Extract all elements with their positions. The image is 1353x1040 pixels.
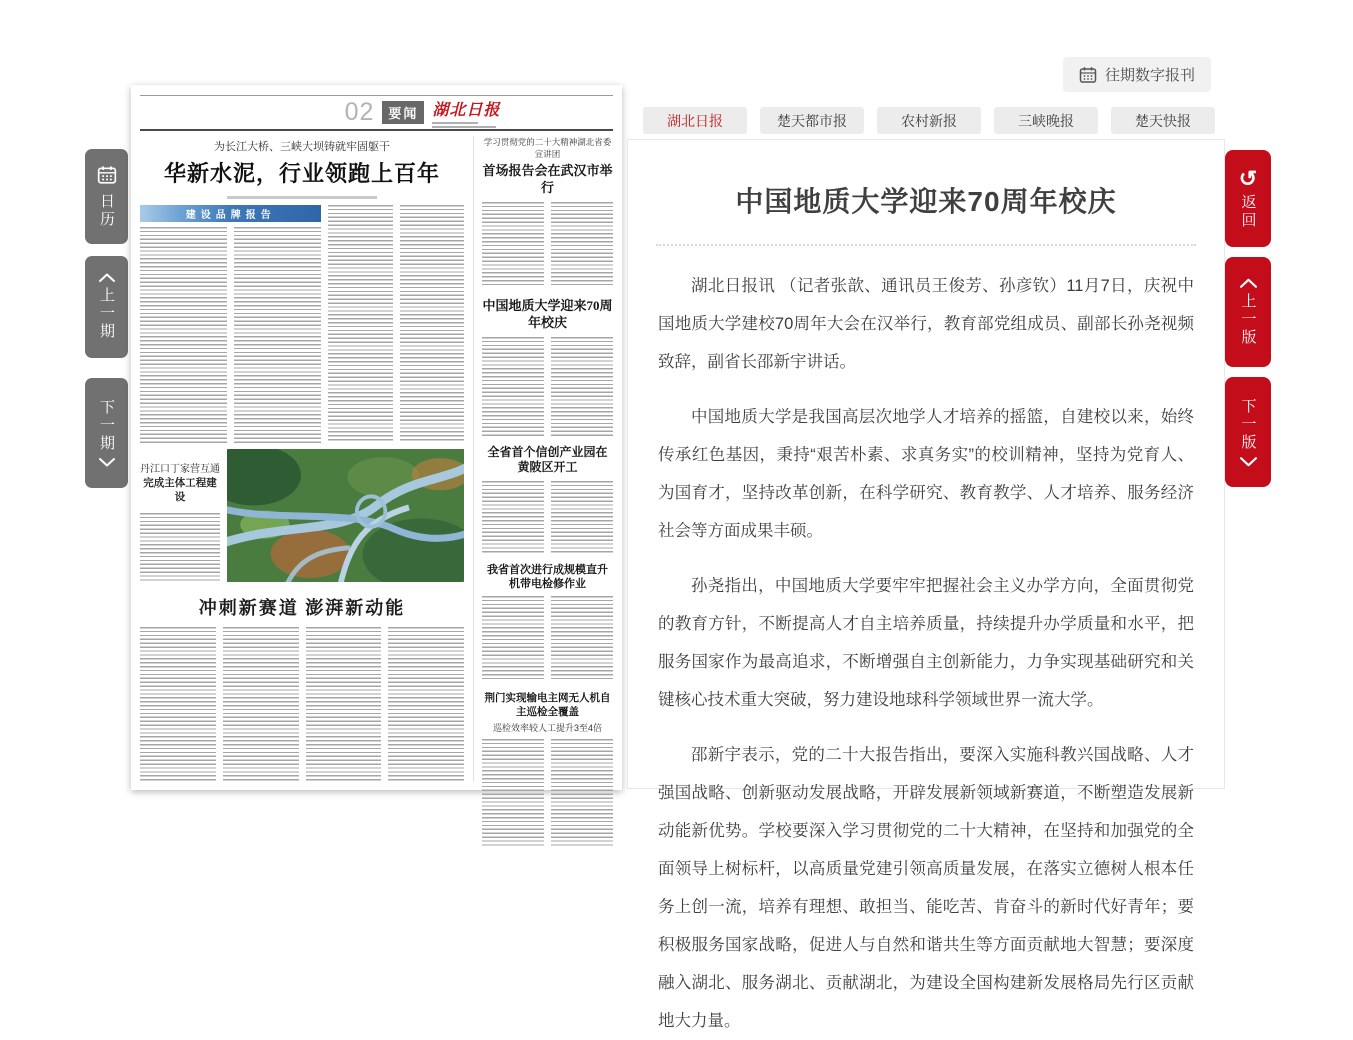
- next-issue-button[interactable]: [85, 378, 128, 488]
- section-label: 要闻: [382, 101, 424, 124]
- newspaper-left-region: [140, 136, 464, 782]
- back-button-label: 返回: [1239, 194, 1257, 230]
- text-lines: [551, 202, 613, 288]
- tab-three-gorges-evening-news[interactable]: 三峡晚报: [994, 107, 1098, 134]
- next-page-label: 下一版: [1239, 397, 1257, 452]
- text-lines: [223, 627, 299, 782]
- next-page-button[interactable]: [1225, 377, 1271, 487]
- helicopter-headline: 我省首次进行成规模直升机带电检修作业: [487, 563, 608, 591]
- masthead-meta-lines: [432, 122, 500, 128]
- chevron-down-icon: [99, 458, 115, 467]
- newspaper-right-region: [473, 136, 613, 782]
- text-lines: [306, 627, 382, 782]
- text-lines: [551, 739, 613, 847]
- text-columns: [482, 739, 613, 847]
- text-lines: [551, 337, 613, 437]
- text-columns: [140, 627, 464, 782]
- jingmen-headline: 荆门实现输电主网无人机自主巡检全覆盖: [484, 693, 611, 718]
- calendar-button-label: 日历: [98, 192, 115, 229]
- text-lines: [551, 596, 613, 682]
- chevron-up-icon: [99, 273, 115, 282]
- tab-rural-new-news[interactable]: 农村新报: [877, 107, 981, 134]
- text-columns: [482, 337, 613, 437]
- text-lines: [400, 205, 464, 443]
- jingmen-subheadline: 巡检效率较人工提升3至4倍: [492, 722, 602, 733]
- danjiangkou-article[interactable]: [140, 449, 220, 582]
- text-lines: [140, 227, 227, 443]
- text-lines: [482, 337, 544, 437]
- text-columns: [140, 227, 321, 443]
- archive-button[interactable]: [1063, 57, 1211, 92]
- calendar-button[interactable]: [85, 149, 128, 244]
- newspaper-tabs: [643, 107, 1215, 134]
- newspaper-header: [140, 95, 613, 131]
- brand-report-banner: 建设品牌报告: [140, 205, 321, 222]
- newspaper-page[interactable]: [131, 85, 622, 790]
- huaxin-byline: [227, 196, 377, 199]
- text-lines: [234, 227, 321, 443]
- text-columns: [482, 202, 613, 288]
- back-button[interactable]: [1225, 150, 1271, 247]
- huaxin-headline[interactable]: 华新水泥，行业领跑上百年: [163, 161, 440, 186]
- undo-arrow-icon: ↺: [1238, 166, 1258, 191]
- chevron-up-icon: [1240, 278, 1257, 288]
- prev-page-label: 上一版: [1239, 292, 1257, 347]
- archive-button-label: 往期数字报刊: [1104, 67, 1195, 84]
- text-lines: [388, 627, 464, 782]
- text-lines: [328, 205, 392, 443]
- text-lines: [482, 596, 544, 682]
- huaxin-kicker: 为长江大桥、三峡大坝铸就牢固躯干: [214, 141, 390, 153]
- prev-issue-label: 上一期: [98, 287, 115, 341]
- prev-issue-button[interactable]: [85, 256, 128, 358]
- page-number: 02: [344, 98, 375, 126]
- new-track-article[interactable]: [140, 590, 464, 782]
- next-issue-label: 下一期: [98, 399, 115, 453]
- text-lines: [482, 202, 544, 288]
- calendar-icon: [1079, 66, 1097, 84]
- article-panel: [627, 139, 1225, 1030]
- jingmen-article[interactable]: [482, 682, 613, 846]
- huaxin-columns-left: [140, 205, 321, 443]
- prev-page-button[interactable]: [1225, 257, 1271, 367]
- text-columns: [482, 596, 613, 682]
- text-lines: [140, 627, 216, 782]
- chevron-down-icon: [1240, 457, 1257, 467]
- tab-hubei-daily[interactable]: 湖北日报: [643, 107, 747, 134]
- article-body: [628, 246, 1224, 1040]
- huaxin-article-body: [140, 205, 464, 443]
- text-lines: [551, 481, 613, 555]
- xinchuang-headline: 全省首个信创产业园在黄陂区开工: [487, 444, 608, 475]
- text-lines: [482, 481, 544, 555]
- photo-row: [140, 449, 464, 582]
- tab-chutian-express[interactable]: 楚天快报: [1111, 107, 1215, 134]
- xinchuang-article[interactable]: [482, 437, 613, 555]
- article-paragraph: 湖北日报讯 （记者张歆、通讯员王俊芳、孙彦钦）11月7日，庆祝中国地质大学建校70周年大会在汉举行，教育部党组成员、副部长孙尧视频致辞，副省长邵新宇讲话。: [658, 277, 1194, 371]
- article-paragraph: 孙尧指出，中国地质大学要牢牢把握社会主义办学方向，全面贯彻党的教育方针，不断提高人才自主培养质量，持续提升办学质量和水平，把服务国家作为最高追求，不断增强自主创新能力，力争实现基础研究和关键核心技术重大突破，努力建设地球科学领域世界一流大学。: [658, 577, 1194, 709]
- masthead: [432, 97, 500, 128]
- danjiangkou-headline-line2: 完成主体工程建设: [143, 477, 217, 503]
- huaxin-columns-right: [328, 205, 464, 443]
- newspaper-body: [140, 136, 613, 782]
- article-title: 中国地质大学迎来70周年校庆: [735, 186, 1117, 217]
- report-meeting-headline: 首场报告会在武汉市举行: [482, 163, 613, 195]
- article-paragraph: 邵新宇表示，党的二十大报告指出，要深入实施科教兴国战略、人才强国战略、创新驱动发展战略，开辟发展新领域新赛道，不断塑造发展新动能新优势。学校要深入学习贯彻党的二十大精神，在坚持和加强党的全面领导上树标杆，以高质量党建引领高质量发展，在落实立德树人根本任务上创一流，培养有理想、敢担当、能吃苦、肯奋斗的新时代好青年；要积极服务国家战略，促进人与自然和谐共生等方面贡献地大智慧；要深度融入湖北、服务湖北、贡献湖北，为建设全国构建新发展格局先行区贡献地大力量。: [658, 746, 1194, 1030]
- danjiangkou-headline-line1: 丹江口丁家营互通: [140, 464, 220, 475]
- calendar-icon: [97, 165, 117, 188]
- helicopter-article[interactable]: [482, 555, 613, 683]
- tab-chutian-metropolis-daily[interactable]: 楚天都市报: [760, 107, 864, 134]
- text-lines: [140, 513, 220, 582]
- report-meeting-kicker: 学习贯彻党的二十大精神湖北省委宣讲团: [483, 137, 612, 159]
- cug70-article[interactable]: [482, 288, 613, 437]
- report-meeting-article[interactable]: [482, 136, 613, 288]
- new-track-headline: 冲刺新赛道 澎湃新动能: [198, 598, 406, 618]
- cug70-headline: 中国地质大学迎来70周年校庆: [482, 297, 613, 330]
- text-lines: [482, 739, 544, 847]
- text-columns: [482, 481, 613, 555]
- article-paragraph: 中国地质大学是我国高层次地学人才培养的摇篮，自建校以来，始终传承红色基因，秉持“艰苦朴素、求真务实”的校训精神，坚持为党育人、为国育才，坚持改革创新，在科学研究、教育教学、人才培养、服务经济社会等方面成果丰硕。: [658, 408, 1194, 540]
- masthead-logo: 湖北日报: [432, 102, 501, 119]
- danjiangkou-headline: [140, 463, 220, 505]
- interchange-aerial-photo: [227, 449, 464, 582]
